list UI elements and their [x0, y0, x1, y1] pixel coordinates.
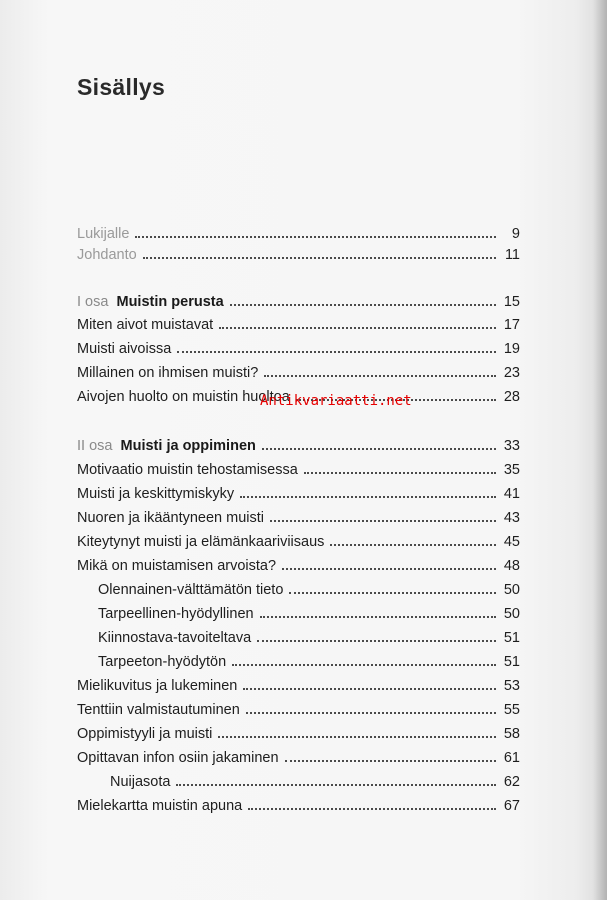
page-title: Sisällys	[77, 74, 166, 100]
dot-leader	[135, 224, 496, 238]
toc-entry-title: Lukijalle	[77, 226, 130, 242]
toc-entry-title: Kiinnostava-tavoiteltava	[98, 630, 252, 646]
dot-leader	[285, 748, 496, 762]
toc-entry-title: Tarpeellinen-hyödyllinen	[98, 606, 254, 622]
toc-entry	[110, 772, 520, 792]
dot-leader	[243, 676, 496, 690]
dot-leader	[177, 339, 496, 353]
dot-leader	[257, 628, 496, 642]
toc-entry	[77, 508, 520, 528]
toc-entry-title: Olennainen-välttämätön tieto	[98, 582, 284, 598]
toc-entry-title: Millainen on ihmisen muisti?	[77, 365, 259, 381]
toc-entry	[77, 724, 520, 744]
toc-entry	[77, 363, 520, 383]
page-number: 9	[511, 226, 520, 242]
toc-entry-title: Aivojen huolto on muistin huoltoa	[77, 389, 290, 405]
toc-entry	[77, 460, 520, 480]
dot-leader	[260, 604, 496, 618]
toc-entry-title: Motivaatio muistin tehostamisessa	[77, 462, 298, 478]
page-number: 41	[503, 486, 520, 502]
toc-entry-title: Muisti ja keskittymiskyky	[77, 486, 235, 502]
dot-leader	[246, 700, 496, 714]
toc-entry	[77, 700, 520, 720]
dot-leader	[143, 245, 496, 259]
toc-entry-title: Opittavan infon osiin jakaminen	[77, 750, 279, 766]
page-number: 61	[503, 750, 520, 766]
toc-entry	[77, 245, 520, 265]
page-number: 45	[503, 534, 520, 550]
toc-entry-title: Nuijasota	[110, 774, 171, 790]
toc-entry	[77, 484, 520, 504]
toc-entry	[98, 604, 520, 624]
toc-entry-title: Johdanto	[77, 247, 137, 263]
toc-entry-title: Miten aivot muistavat	[77, 317, 214, 333]
page-number: 11	[504, 247, 520, 263]
dot-leader	[264, 363, 496, 377]
toc-entry	[77, 532, 520, 552]
toc-entry	[77, 339, 520, 359]
dot-leader	[219, 315, 496, 329]
toc-entry-title: Kiteytynyt muisti ja elämänkaariviisaus	[77, 534, 325, 550]
toc-entry	[77, 315, 520, 335]
page-number: 33	[503, 438, 520, 454]
dot-leader	[262, 436, 496, 450]
page-number: 67	[503, 798, 520, 814]
dot-leader	[218, 724, 496, 738]
page-number: 15	[503, 294, 520, 310]
part-title: Muisti ja oppiminen	[120, 438, 256, 454]
dot-leader	[330, 532, 496, 546]
toc-entry	[98, 628, 520, 648]
toc-entry	[98, 580, 520, 600]
page-number: 62	[503, 774, 520, 790]
toc-entry-title: Tarpeeton-hyödytön	[98, 654, 227, 670]
part-heading	[77, 436, 256, 456]
page-number: 51	[503, 654, 520, 670]
page-number: 55	[503, 702, 520, 718]
toc-entry	[77, 748, 520, 768]
toc-entry	[98, 652, 520, 672]
part-label: II osa	[77, 438, 113, 454]
dot-leader	[282, 556, 496, 570]
dot-leader	[176, 772, 496, 786]
dot-leader	[270, 508, 496, 522]
page-number: 35	[503, 462, 520, 478]
toc-entry	[77, 436, 520, 456]
toc-entry-title: Mielekartta muistin apuna	[77, 798, 243, 814]
toc-entry-title: Muisti aivoissa	[77, 341, 172, 357]
toc-entry	[77, 676, 520, 696]
page-number: 43	[503, 510, 520, 526]
dot-leader	[240, 484, 496, 498]
page-number: 50	[503, 606, 520, 622]
watermark: Antikvariaatti.net	[260, 393, 412, 409]
page-number: 17	[503, 317, 520, 333]
toc-entry-title: Mikä on muistamisen arvoista?	[77, 558, 277, 574]
page-number: 58	[503, 726, 520, 742]
part-title: Muistin perusta	[116, 294, 224, 310]
toc-entry	[77, 556, 520, 576]
dot-leader	[248, 796, 496, 810]
page-number: 28	[503, 389, 520, 405]
toc-entry-title: Oppimistyyli ja muisti	[77, 726, 213, 742]
toc-entry	[77, 292, 520, 312]
page-number: 51	[503, 630, 520, 646]
part-label: I osa	[77, 294, 109, 310]
toc-entry	[77, 796, 520, 816]
page-number: 53	[503, 678, 520, 694]
dot-leader	[289, 580, 496, 594]
page-number: 19	[503, 341, 520, 357]
dot-leader	[304, 460, 496, 474]
toc-entry-title: Nuoren ja ikääntyneen muisti	[77, 510, 264, 526]
part-heading	[77, 292, 224, 312]
toc-entry-title: Mielikuvitus ja lukeminen	[77, 678, 238, 694]
dot-leader	[232, 652, 496, 666]
toc-entry	[77, 224, 520, 244]
page-number: 50	[503, 582, 520, 598]
page-number: 48	[503, 558, 520, 574]
toc-entry-title: Tenttiin valmistautuminen	[77, 702, 240, 718]
dot-leader	[230, 292, 496, 306]
page-number: 23	[503, 365, 520, 381]
